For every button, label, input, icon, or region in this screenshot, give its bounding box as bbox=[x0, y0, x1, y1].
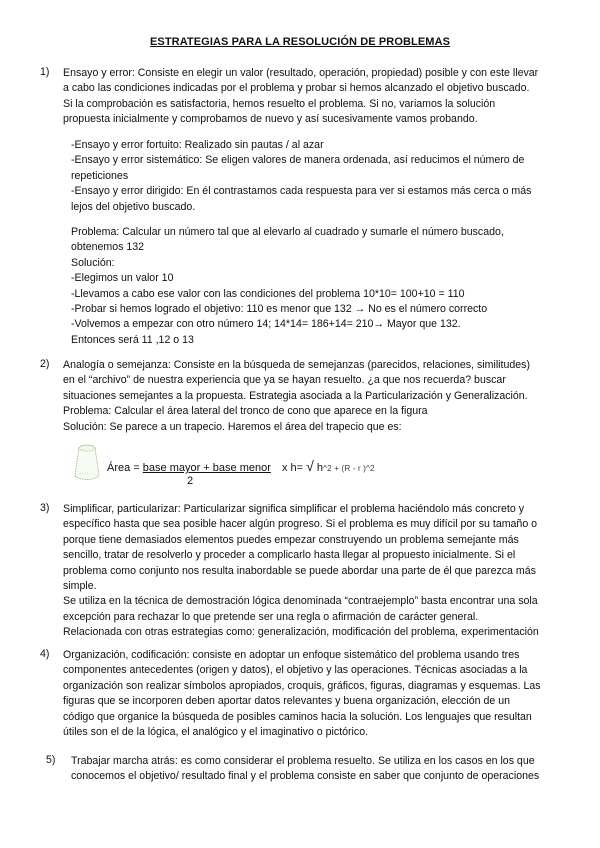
text-line: código que organice la búsqueda de posibles caminos hacia la solución. Los lenguajes que resultan bbox=[63, 710, 532, 723]
text-line: sencillo, tratar de resolverlo y proceder a complicarlo hasta llegar al propuesto inicialmente. Si el bbox=[63, 549, 516, 562]
text-line: propuesta inicialmente y comprobamos de nuevo y así sucesivamente vamos probando. bbox=[63, 113, 478, 126]
text-line: simple. bbox=[63, 580, 97, 593]
example-line: Problema: Calcular un número tal que al elevarlo al cuadrado y sumarle el número buscado, bbox=[71, 226, 504, 238]
area-label: Área = bbox=[107, 462, 140, 474]
list-item: -Ensayo y error dirigido: En él contrastamos cada respuesta para ver si estamos más cerca o más bbox=[71, 185, 532, 198]
example-line: -Volvemos a empezar con otro número 14; 14*14= 186+14= 210→ Mayor que 132. bbox=[71, 318, 461, 331]
text-line: organización son realizar símbolos apropiados, croquis, gráficos, figuras, diagramas y esquemas. Las bbox=[63, 679, 541, 692]
page-title: ESTRATEGIAS PARA LA RESOLUCIÓN DE PROBLEMAS bbox=[149, 36, 451, 48]
text-line: Organización, codificación: consiste en adoptar un enfoque sistemático del problema usando tres bbox=[63, 649, 520, 661]
sqrt-symbol: √ bbox=[306, 458, 314, 474]
text-line: situaciones semejantes a la propuesta. Estrategia asociada a la Particularización y Generalización. bbox=[63, 389, 528, 402]
formula-times-h: x h= bbox=[281, 462, 304, 474]
section-1-types-list bbox=[71, 138, 566, 215]
text-line: componentes antecedentes (origen y datos), el objetivo y las operaciones. Técnicas asociadas a la bbox=[63, 664, 528, 677]
list-item: repeticiones bbox=[71, 169, 129, 182]
text-line: útiles son el de la lógica, el analógico y el imaginativo o pictórico. bbox=[63, 726, 369, 739]
example-line: -Llevamos a cabo ese valor con las condiciones del problema 10*10= 100+10 = 110 bbox=[71, 287, 465, 300]
example-line: -Probar si hemos logrado el objetivo: 110 es menor que 132 → No es el número correcto bbox=[71, 303, 488, 316]
text-line: Trabajar marcha atrás: es como considerar el problema resuelto. Se utiliza en los casos en los que bbox=[71, 755, 535, 767]
text-line: específico hasta que sea posible hacer algún progreso. Si el problema es muy difícil por su tamaño o bbox=[63, 518, 538, 531]
truncated-cone-figure bbox=[73, 443, 101, 483]
text-line: porque tiene demasiados elementos puedes empezar construyendo un problema semejante más bbox=[63, 533, 519, 546]
example-line: Solución: bbox=[71, 256, 115, 269]
formula-denominator: 2 bbox=[187, 475, 194, 487]
formula-numerator: base mayor + base menor bbox=[142, 462, 271, 474]
list-item: lejos del objetivo buscado. bbox=[71, 200, 196, 213]
section-5-number: 5) bbox=[46, 754, 56, 766]
text-line: Analogía o semejanza: Consiste en la búsqueda de semejanzas (parecidos, relaciones, similitudes) bbox=[63, 359, 530, 371]
text-line: excepción para rechazar lo que pretende ser una regla o afirmación de carácter general. bbox=[63, 610, 479, 623]
list-item: -Ensayo y error sistemático: Se eligen valores de manera ordenada, así reducimos el número de bbox=[71, 154, 525, 167]
section-4-number: 4) bbox=[40, 648, 50, 660]
example-line: obtenemos 132 bbox=[71, 241, 145, 254]
formula-line bbox=[107, 458, 375, 474]
text-line: Ensayo y error: Consiste en elegir un valor (resultado, operación, propiedad) posible y con este llevar bbox=[63, 67, 539, 79]
text-line: figuras que se incorporen deben aportar datos relevantes y buena organización, elección de un bbox=[63, 695, 511, 708]
formula-radicand: ^2 + (R - r )^2 bbox=[323, 463, 375, 473]
area-formula bbox=[69, 445, 569, 495]
section-1-paragraph bbox=[63, 66, 568, 128]
text-line: en el “archivo” de nuestra experiencia que ya se hayan resuelto. ¿a que nos recuerda? buscar bbox=[63, 374, 506, 387]
formula-h: h bbox=[316, 462, 323, 474]
section-2-paragraph bbox=[63, 358, 568, 435]
section-1-number: 1) bbox=[40, 66, 50, 78]
text-line: Simplificar, particularizar: Particularizar significa simplificar el problema haciéndolo más concreto y bbox=[63, 503, 525, 515]
text-line: Relacionada con otras estrategias como: generalización, modificación del problema, experimentación bbox=[63, 626, 539, 639]
list-item: -Ensayo y error fortuito: Realizado sin pautas / al azar bbox=[71, 139, 324, 151]
section-3-paragraph bbox=[63, 502, 568, 641]
text-line: conocemos el objetivo/ resultado final y el problema consiste en saber que conjunto de operaciones bbox=[71, 770, 540, 783]
section-2-number: 2) bbox=[40, 358, 50, 370]
text-line: Se utiliza en la técnica de demostración lógica denominada “contraejemplo” basta encontrar una sola bbox=[63, 595, 538, 608]
text-line: problema como conjunto nos resulta inabordable se puede abordar una parte de él que parezca más bbox=[63, 564, 536, 577]
section-4-paragraph bbox=[63, 648, 568, 740]
section-3-number: 3) bbox=[40, 502, 50, 514]
text-line: Si la comprobación es satisfactoria, hemos resuelto el problema. Si no, variamos la solución bbox=[63, 97, 496, 110]
section-5-paragraph bbox=[71, 754, 571, 785]
text-line: Problema: Calcular el área lateral del tronco de cono que aparece en la figura bbox=[63, 405, 428, 418]
text-line: a cabo las condiciones indicadas por el problema y probar si hemos alcanzado el objetivo buscado. bbox=[63, 82, 530, 95]
example-line: Entonces será 11 ,12 o 13 bbox=[71, 333, 194, 346]
text-line: Solución: Se parece a un trapecio. Haremos el área del trapecio que es: bbox=[63, 420, 402, 433]
example-line: -Elegimos un valor 10 bbox=[71, 272, 174, 285]
section-1-example bbox=[71, 225, 566, 348]
